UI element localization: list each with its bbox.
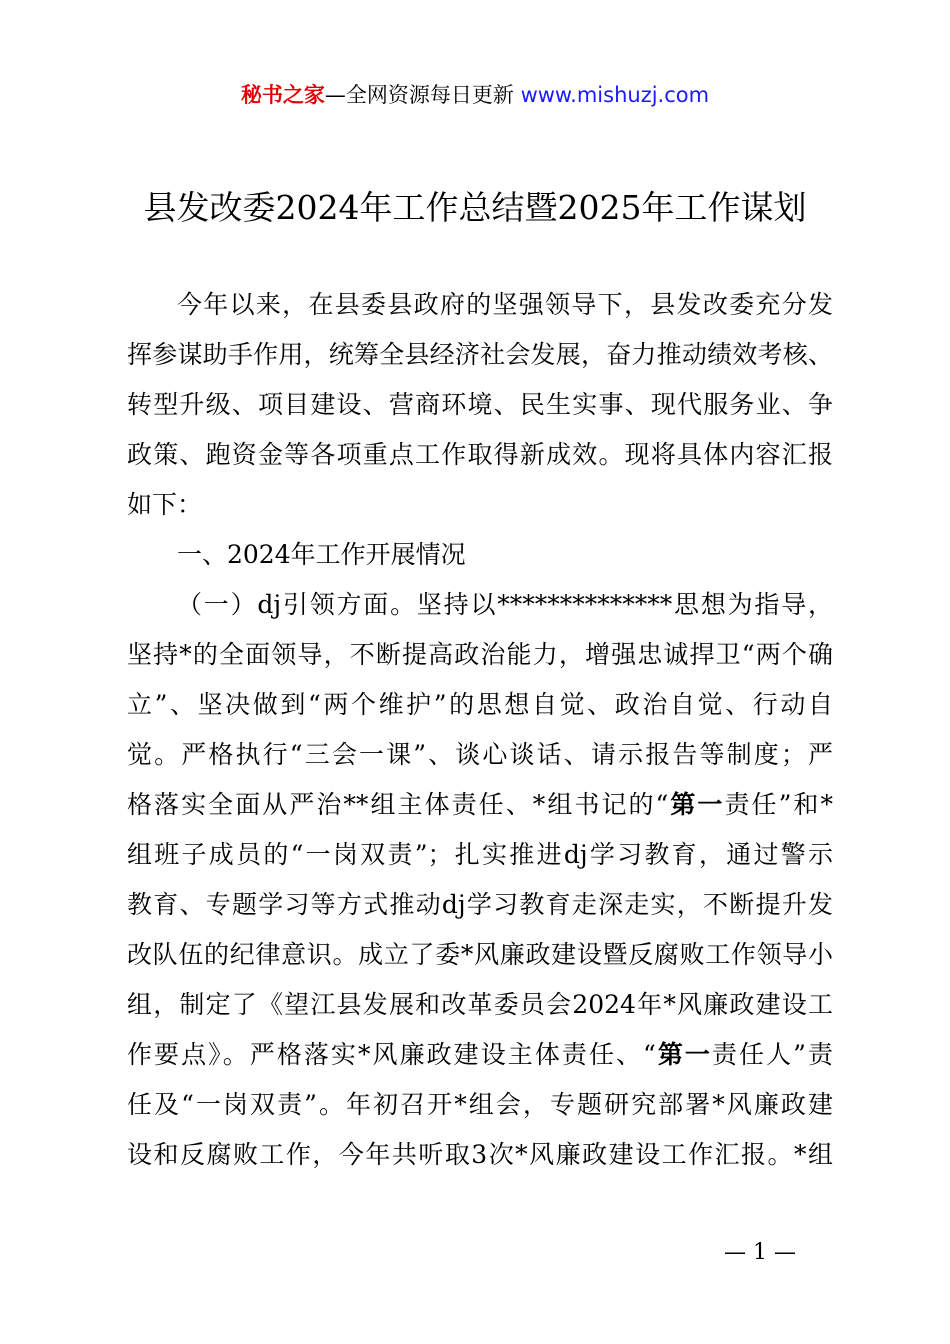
paragraph-dj-leadership [127, 580, 833, 1180]
document-body [127, 280, 833, 1180]
section-heading-text: 一、2024年工作开展情况 [177, 540, 466, 569]
text-line: 政策、跑资金等各项重点工作取得新成效。现将具体内容汇报 [127, 440, 833, 469]
text-line: 今年以来，在县委县政府的坚强领导下，县发改委充分发 [177, 290, 833, 319]
text-segment: 作要点》。严格落实*风廉政建设主体责任、“ [127, 1040, 656, 1069]
site-brand: 秘书之家 [240, 83, 325, 107]
text-line: 组，制定了《望江县发展和改革委员会2024年*风廉政建设工 [127, 990, 833, 1019]
text-line [127, 1030, 833, 1080]
text-line: 任及“一岗双责”。年初召开*组会，专题研究部署*风廉政建 [127, 1090, 833, 1119]
section-heading [127, 530, 833, 580]
text-segment: 责任人”责 [712, 1040, 833, 1069]
text-line: 转型升级、项目建设、营商环境、民生实事、现代服务业、争 [127, 390, 833, 419]
text-line: 设和反腐败工作，今年共听取3次*风廉政建设工作汇报。*组 [127, 1140, 833, 1169]
bold-text: 第一 [668, 790, 725, 819]
intro-paragraph [127, 280, 833, 530]
text-line: 挥参谋助手作用，统筹全县经济社会发展，奋力推动绩效考核、 [127, 340, 833, 369]
text-line: 坚持*的全面领导，不断提高政治能力，增强忠诚捍卫“两个确 [127, 640, 833, 669]
document-title: 县发改委2024年工作总结暨2025年工作谋划 [143, 188, 807, 227]
text-line: 觉。严格执行“三会一课”、谈心谈话、请示报告等制度；严 [127, 740, 833, 769]
text-segment: 责任”和* [724, 790, 833, 819]
site-url-link[interactable]: www.mishuzj.com [520, 83, 710, 107]
bold-text: 第一 [655, 1040, 712, 1069]
text-line: 改队伍的纪律意识。成立了委*风廉政建设暨反腐败工作领导小 [127, 940, 833, 969]
text-line: 立”、坚决做到“两个维护”的思想自觉、政治自觉、行动自 [127, 690, 833, 719]
page-number: — 1 — [724, 1240, 796, 1265]
text-line: （一）dj引领方面。坚持以**************思想为指导， [177, 590, 833, 619]
text-line [127, 780, 833, 830]
site-header [0, 80, 950, 110]
text-line: 组班子成员的“一岗双责”；扎实推进dj学习教育，通过警示 [127, 840, 833, 869]
text-line: 教育、专题学习等方式推动dj学习教育走深走实，不断提升发 [127, 890, 833, 919]
text-segment: 格落实全面从严治**组主体责任、*组书记的“ [127, 790, 669, 819]
site-slogan: —全网资源每日更新 [324, 83, 521, 107]
text-line: 如下： [127, 490, 203, 519]
